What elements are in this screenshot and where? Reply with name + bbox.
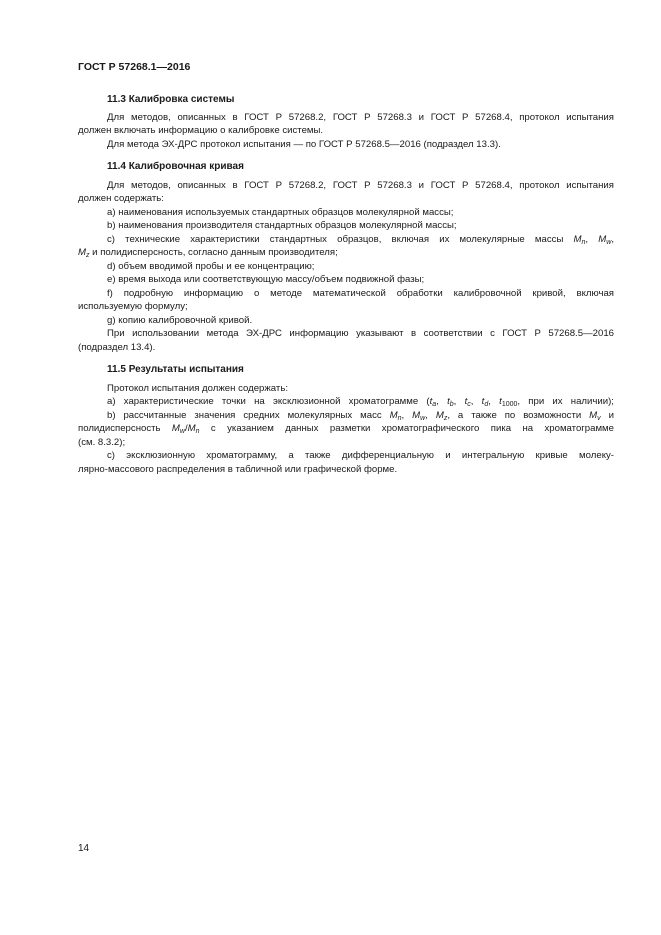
- s115-item-a: а) характеристические точки на эксклюзионной хроматограмме ($t_a$, $t_b$, $t_c$, $t_d$, $t_{1000}$, при их наличии);: [107, 396, 614, 408]
- section-11-5-heading: 11.5 Результаты испытания: [107, 364, 244, 375]
- s115-item-c-line2: лярно-массового распределения в табличной или графической форме.: [78, 464, 398, 475]
- s115-intro: Протокол испытания должен содержать:: [107, 383, 288, 394]
- s114-item-a: а) наименования используемых стандартных образцов молекулярной массы;: [107, 207, 454, 218]
- document-header: ГОСТ Р 57268.1—2016: [78, 61, 191, 73]
- s115-item-b-line2: полидисперсность $M_w/M_n$ с указанием данных разметки хроматографического пика на хроматограмме: [78, 423, 614, 435]
- s114-item-c-line1: с) технические характеристики стандартных образцов, включая их молекулярные массы $M_n$, $M_w$,: [107, 234, 614, 246]
- s114-p1-line2: должен содержать:: [78, 193, 164, 204]
- s114-item-f-line2: используемую формулу;: [78, 301, 188, 312]
- s114-p1-line1: Для методов, описанных в ГОСТ Р 57268.2, ГОСТ Р 57268.3 и ГОСТ Р 57268.4, протокол испытания: [107, 180, 614, 191]
- s114-item-d: d) объем вводимой пробы и ее концентрацию;: [107, 261, 315, 272]
- s114-item-g: g) копию калибровочной кривой.: [107, 315, 253, 326]
- s113-p1-line1: Для методов, описанных в ГОСТ Р 57268.2, ГОСТ Р 57268.3 и ГОСТ Р 57268.4, протокол испытания: [107, 112, 614, 123]
- s114-item-e: е) время выхода или соответствующую массу/объем подвижной фазы;: [107, 274, 425, 285]
- s114-item-b: b) наименования производителя стандартных образцов молекулярной массы;: [107, 220, 457, 231]
- s115-item-c-line1: с) эксклюзионную хроматограмму, а также дифференциальную и интегральную кривые молеку-: [107, 450, 614, 461]
- section-11-3-heading: 11.3 Калибровка системы: [107, 94, 235, 105]
- s114-p2-line1: При использовании метода ЭХ-ДРС информацию указывают в соответствии с ГОСТ Р 57268.5—2016: [107, 328, 614, 339]
- s114-item-f-line1: f) подробную информацию о методе математической обработки калибровочной кривой, включая: [107, 288, 614, 299]
- s115-item-b-line1: b) рассчитанные значения средних молекулярных масс $M_n$, $M_w$, $M_z$, а также по возможности $M_v$ и: [107, 410, 614, 422]
- s114-p2-line2: (подраздел 13.4).: [78, 342, 156, 353]
- page-number: 14: [78, 843, 90, 854]
- s113-p2: Для метода ЭХ-ДРС протокол испытания — по ГОСТ Р 57268.5—2016 (подраздел 13.3).: [107, 139, 501, 150]
- s113-p1-line2: должен включать информацию о калибровке системы.: [78, 125, 324, 136]
- s115-item-b-line3: (см. 8.3.2);: [78, 437, 126, 448]
- s114-item-c-line2: $M_z$ и полидисперсность, согласно данным производителя;: [78, 247, 338, 259]
- section-11-4-heading: 11.4 Калибровочная кривая: [107, 161, 244, 172]
